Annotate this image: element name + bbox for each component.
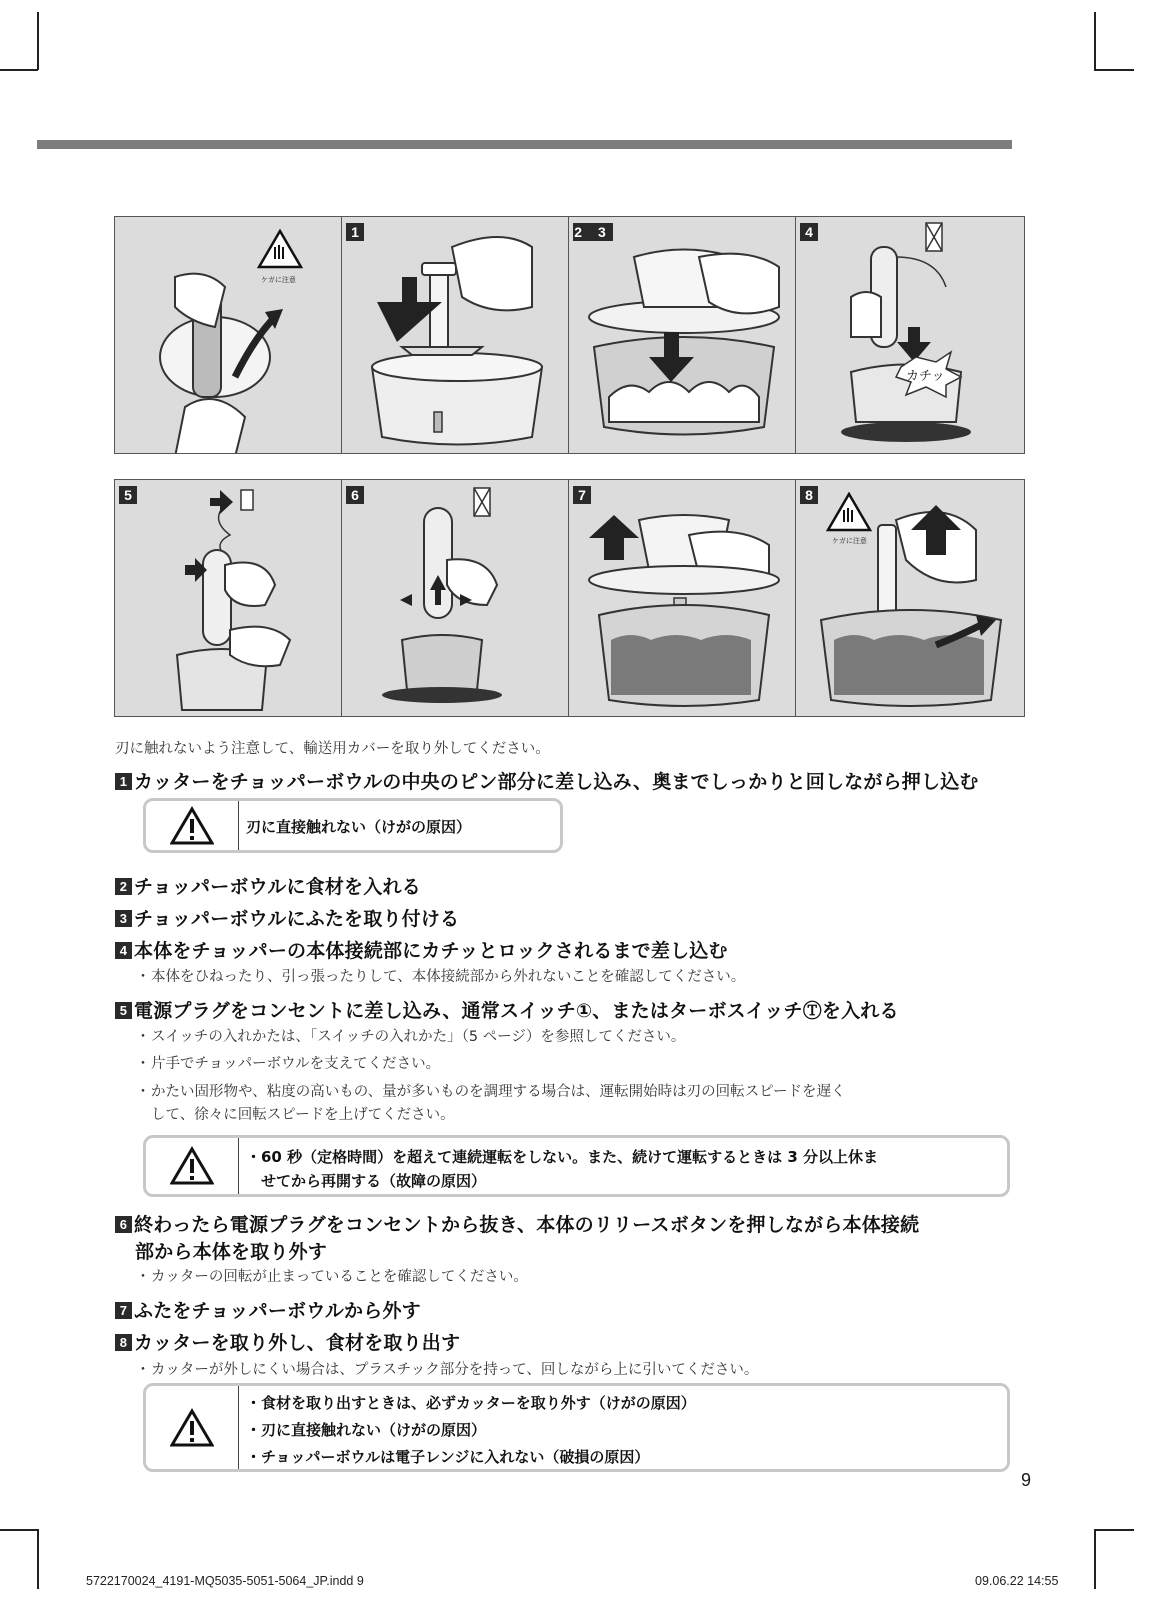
illustration-step-5 bbox=[114, 479, 344, 717]
footer-filename: 5722170024_4191-MQ5035-5051-5064_JP.indd 9 bbox=[86, 1574, 364, 1588]
step-6-cont: 部から本体を取り外す bbox=[135, 1241, 328, 1263]
panel-badge: 4 bbox=[800, 223, 818, 241]
step-5-drawing bbox=[115, 480, 344, 717]
footer-datetime: 09.06.22 14:55 bbox=[975, 1574, 1059, 1588]
step-text: カッターを取り外し、食材を取り出す bbox=[134, 1332, 461, 1354]
step-2 bbox=[115, 872, 421, 899]
illustration-remove-cover bbox=[114, 216, 344, 454]
intro-text: 刃に触れないよう注意して、輸送用カバーを取り外してください。 bbox=[115, 741, 550, 757]
warning-box-2 bbox=[143, 1135, 1010, 1197]
step-number: 3 bbox=[115, 910, 132, 927]
note-step-8: ・カッターが外しにくい場合は、プラスチック部分を持って、回しながら上に引いてください。 bbox=[135, 1362, 759, 1378]
step-7-drawing bbox=[569, 480, 798, 717]
step-number: 7 bbox=[115, 1302, 132, 1319]
illustration-step-8 bbox=[795, 479, 1025, 717]
warning-text: 刃に直接触れない（けがの原因） bbox=[246, 818, 472, 836]
warning-icon bbox=[170, 806, 214, 846]
note-step-5a: ・スイッチの入れかたは、「スイッチの入れかた」（5 ページ）を参照してください。 bbox=[135, 1029, 686, 1045]
step-6-drawing bbox=[342, 480, 571, 717]
step-number: 2 bbox=[115, 878, 132, 895]
panel-badge: 7 bbox=[573, 486, 591, 504]
crop-mark-tl bbox=[37, 12, 39, 70]
warning-icon-cell bbox=[146, 1138, 239, 1194]
caution-label: ケガに注意 bbox=[832, 537, 867, 545]
warning-text: ・チョッパーボウルは電子レンジに入れない（破損の原因） bbox=[246, 1448, 650, 1466]
illustration-step-6 bbox=[341, 479, 571, 717]
step-text: 本体をチョッパーの本体接続部にカチッとロックされるまで差し込む bbox=[134, 940, 728, 962]
step-3 bbox=[115, 904, 459, 931]
warning-text: ・食材を取り出すときは、必ずカッターを取り外す（けがの原因） bbox=[246, 1394, 696, 1412]
step-number: 5 bbox=[115, 1002, 132, 1019]
step-text: カッターをチョッパーボウルの中央のピン部分に差し込み、奥までしっかりと回しながら押し込む bbox=[134, 771, 979, 793]
step-text: チョッパーボウルに食材を入れる bbox=[134, 876, 421, 898]
warning-box-1 bbox=[143, 798, 563, 853]
step-8-drawing bbox=[796, 480, 1025, 717]
warning-icon-cell bbox=[146, 801, 239, 850]
panel-badge: 6 bbox=[346, 486, 364, 504]
note-step-5c: ・かたい固形物や、粘度の高いもの、量が多いものを調理する場合は、運転開始時は刃の回転スピードを遅く bbox=[135, 1084, 846, 1100]
step-number: 8 bbox=[115, 1334, 132, 1351]
crop-mark-br bbox=[1094, 1529, 1096, 1589]
panel-badge: 2 3 bbox=[574, 224, 612, 240]
step-5 bbox=[115, 996, 899, 1023]
step-4-drawing bbox=[796, 217, 1025, 454]
note-step-6: ・カッターの回転が止まっていることを確認してください。 bbox=[135, 1269, 528, 1285]
note-step-5c-cont: して、徐々に回転スピードを上げてください。 bbox=[151, 1107, 455, 1123]
warning-text: ・60 秒（定格時間）を超えて連続運転をしない。また、続けて運転するときは 3 分以上休ま bbox=[246, 1148, 878, 1166]
step-1 bbox=[115, 767, 979, 794]
click-label: カチッ bbox=[906, 369, 945, 384]
illustration-step-4 bbox=[795, 216, 1025, 454]
warning-text: せてから再開する（故障の原因） bbox=[246, 1172, 487, 1190]
step-number: 6 bbox=[115, 1216, 132, 1233]
crop-mark-br bbox=[1094, 1529, 1134, 1531]
crop-mark-bl bbox=[37, 1529, 39, 1589]
crop-mark-bl bbox=[0, 1529, 38, 1531]
step-1-drawing bbox=[342, 217, 571, 454]
section-header-bar bbox=[37, 140, 1012, 149]
warning-text: ・刃に直接触れない（けがの原因） bbox=[246, 1421, 487, 1439]
page-number: 9 bbox=[1021, 1470, 1032, 1490]
step-4 bbox=[115, 936, 728, 963]
warning-icon bbox=[170, 1146, 214, 1186]
caution-label: ケガに注意 bbox=[261, 276, 296, 284]
step-text: ふたをチョッパーボウルから外す bbox=[134, 1300, 421, 1322]
step-6 bbox=[115, 1210, 919, 1237]
warning-box-3 bbox=[143, 1383, 1010, 1472]
crop-mark-tr bbox=[1094, 12, 1096, 70]
illustration-step-1 bbox=[341, 216, 571, 454]
step-number: 1 bbox=[115, 773, 132, 790]
note-step-5b: ・片手でチョッパーボウルを支えてください。 bbox=[135, 1056, 441, 1072]
panel-badge: 8 bbox=[800, 486, 818, 504]
warning-icon-cell bbox=[146, 1386, 239, 1469]
illustration-step-2-3 bbox=[568, 216, 798, 454]
step-text: 終わったら電源プラグをコンセントから抜き、本体のリリースボタンを押しながら本体接続 bbox=[134, 1214, 920, 1236]
step-2-3-drawing bbox=[569, 217, 798, 454]
panel-badge: 5 bbox=[119, 486, 137, 504]
crop-mark-tl bbox=[0, 69, 38, 71]
crop-mark-tr bbox=[1094, 69, 1134, 71]
panel-badge: 1 bbox=[346, 223, 364, 241]
step-text: 電源プラグをコンセントに差し込み、通常スイッチ①、またはターボスイッチⓉを入れる bbox=[134, 1000, 899, 1022]
step-7 bbox=[115, 1296, 421, 1323]
caution-hand-icon bbox=[257, 229, 303, 271]
warning-icon bbox=[170, 1408, 214, 1448]
note-step-4: ・本体をひねったり、引っ張ったりして、本体接続部から外れないことを確認してください。 bbox=[135, 969, 746, 985]
illustration-step-7 bbox=[568, 479, 798, 717]
remove-cover-drawing bbox=[115, 217, 344, 454]
step-text: チョッパーボウルにふたを取り付ける bbox=[134, 908, 460, 930]
step-number: 4 bbox=[115, 942, 132, 959]
step-8 bbox=[115, 1328, 460, 1355]
